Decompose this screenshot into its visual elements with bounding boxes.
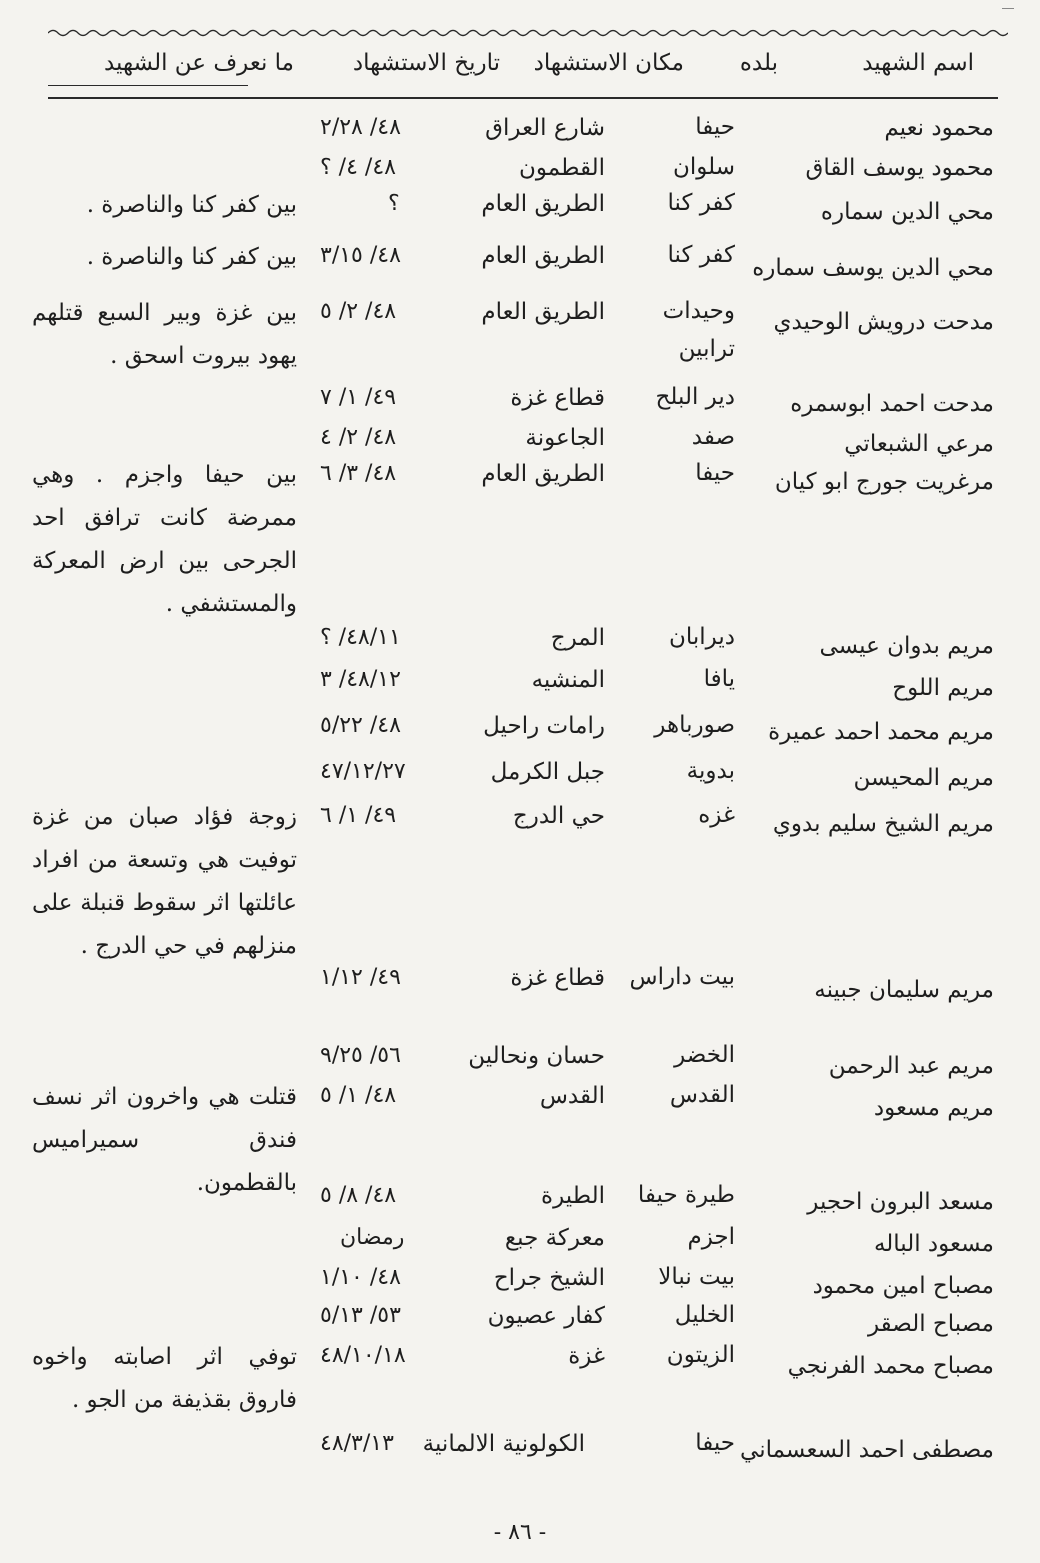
martyr-date: ٤٨/ ٤/ ؟	[320, 155, 396, 180]
martyr-date: ؟	[388, 191, 400, 216]
martyr-date: ٤٧/١٢/٢٧	[320, 759, 406, 784]
header-divider	[48, 97, 998, 99]
martyr-date: ٤٨/ ٢/ ٤	[320, 425, 397, 450]
martyr-town: اجزم	[687, 1224, 735, 1250]
martyr-name: مدحت درويش الوحيدي	[773, 309, 994, 335]
martyr-town: الخضر	[674, 1042, 735, 1068]
martyr-name: مريم اللوح	[892, 675, 994, 701]
martyr-town: بيت نبالا	[658, 1264, 735, 1290]
martyr-name: مريم المحيسن	[853, 765, 994, 791]
martyr-note: بين كفر كنا والناصرة .	[86, 244, 297, 270]
martyr-place: كفار عصيون	[487, 1303, 605, 1329]
martyr-name: مصباح محمد الفرنجي	[787, 1353, 994, 1379]
martyr-town: كفر كنا	[667, 190, 735, 216]
martyr-place: شارع العراق	[485, 115, 605, 141]
martyr-place: الطريق العام	[481, 243, 605, 269]
martyr-place: غزة	[568, 1343, 605, 1369]
scan-mark	[1002, 8, 1014, 9]
martyr-date: ٤٨/ ١/ ٥	[320, 1083, 397, 1108]
martyr-name: مريم مسعود	[873, 1095, 994, 1121]
martyr-name: مصطفى احمد السعسماني	[740, 1437, 994, 1463]
martyr-place: المرج	[550, 625, 605, 651]
martyr-town: طيرة حيفا	[637, 1182, 735, 1208]
martyr-name: محي الدين يوسف سماره	[752, 255, 994, 281]
martyr-name: مرغريت جورج ابو كيان	[774, 469, 994, 495]
martyr-date: ٤٩/ ١/ ٦	[320, 803, 397, 828]
martyr-place: حي الدرج	[512, 803, 605, 829]
martyr-name: محي الدين سماره	[820, 199, 994, 225]
header-place: مكان الاستشهاد	[533, 50, 684, 76]
martyr-name: مرعي الشبعاتي	[844, 431, 994, 457]
header-date: تاريخ الاستشهاد	[352, 50, 500, 76]
martyr-town: حيفا	[695, 114, 735, 140]
martyr-note: زوجة فؤاد صبان من غزة توفيت هي وتسعة من افراد عائلتها اثر سقوط قنبلة على منزلهم في حي الدرج .	[32, 804, 297, 959]
martyr-place: الطريق العام	[481, 299, 605, 325]
martyr-town: صورباهر	[654, 712, 735, 738]
martyr-name: مصباح الصقر	[867, 1311, 994, 1337]
martyr-date: ٤٨/ ٢/ ٥	[320, 299, 397, 324]
martyr-place: المنشيه	[531, 667, 605, 693]
martyr-date: ٤٨/١١/ ؟	[320, 625, 401, 650]
header-name: اسم الشهيد	[862, 50, 974, 76]
martyr-place: القدس	[539, 1083, 605, 1109]
martyr-town: سلوان	[672, 154, 735, 180]
martyr-name: محمود نعيم	[884, 115, 994, 141]
martyr-place: حسان ونحالين	[468, 1043, 605, 1069]
martyr-date: ٥٣/ ٥/١٣	[320, 1303, 401, 1328]
martyr-place: القطمون	[519, 155, 605, 181]
martyr-place: معركة جبع	[504, 1225, 605, 1251]
martyr-date: رمضان	[340, 1225, 405, 1250]
header-notes-underline	[48, 85, 248, 86]
martyr-date: ٤٩/ ١/١٢	[320, 965, 401, 990]
martyr-date: ٤٨/ ٥/٢٢	[320, 713, 401, 738]
martyr-town: حيفا	[695, 1430, 735, 1456]
martyr-date: ٤٨/ ٣/١٥	[320, 243, 401, 268]
martyr-name: مسعد البرون احجير	[807, 1189, 994, 1215]
martyr-place: الكولونية الالمانية	[422, 1431, 585, 1457]
wavy-top-rule	[48, 26, 1008, 40]
martyr-date: ٤٨/١٠/١٨	[320, 1343, 406, 1368]
martyr-name: مريم محمد احمد عميرة	[768, 719, 994, 745]
martyr-place: قطاع غزة	[510, 965, 605, 991]
martyr-town: وحيدات ترابين	[662, 298, 735, 362]
martyr-name: مريم الشيخ سليم بدوي	[772, 811, 994, 837]
martyr-town: حيفا	[695, 460, 735, 486]
martyr-note: بين كفر كنا والناصرة .	[86, 192, 297, 218]
martyr-name: مريم عبد الرحمن	[828, 1053, 994, 1079]
martyr-date: ٤٨/ ٨/ ٥	[320, 1183, 397, 1208]
martyr-place: رامات راحيل	[483, 713, 605, 739]
martyr-town: بدوية	[686, 758, 735, 784]
martyr-date: ٤٨/ ٢/٢٨	[320, 115, 401, 140]
martyr-town: ديرابان	[668, 624, 735, 650]
martyr-town: الزيتون	[666, 1342, 735, 1368]
martyr-town: كفر كنا	[667, 242, 735, 268]
martyr-date: ٤٨/١٢/ ٣	[320, 667, 401, 692]
martyr-note: بين غزة وبير السبع قتلهم يهود بيروت اسحق .	[32, 300, 297, 369]
martyr-name: مريم سليمان جبينه	[814, 977, 994, 1003]
martyr-date: ٥٦/ ٩/٢٥	[320, 1043, 401, 1068]
martyr-town: الخليل	[674, 1302, 735, 1328]
martyr-town: غزه	[698, 802, 735, 828]
martyr-place: قطاع غزة	[510, 385, 605, 411]
martyr-place: جبل الكرمل	[490, 759, 605, 785]
martyr-name: مريم بدوان عيسى	[819, 633, 994, 659]
page-number: - ٨٦ -	[493, 1520, 547, 1545]
martyr-note: توفي اثر اصابته واخوه فاروق بقذيفة من الجو .	[32, 1344, 297, 1413]
martyr-town: صفد	[691, 424, 735, 450]
martyr-note: بين حيفا واجزم . وهي ممرضة كانت ترافق احد الجرحى بين ارض المعركة والمستشفي .	[32, 462, 297, 617]
martyr-date: ٤٩/ ١/ ٧	[320, 385, 397, 410]
martyr-name: مسعود الباله	[873, 1231, 994, 1257]
martyr-place: الطريق العام	[481, 461, 605, 487]
martyr-place: الطيرة	[541, 1183, 605, 1209]
martyr-town: القدس	[669, 1082, 735, 1108]
martyr-place: الطريق العام	[481, 191, 605, 217]
martyr-name: محمود يوسف القاق	[805, 155, 994, 181]
martyr-name: مدحت احمد ابوسمره	[790, 391, 994, 417]
martyr-date: ٤٨/ ٣/ ٦	[320, 461, 397, 486]
martyr-place: الشيخ جراح	[493, 1265, 605, 1291]
martyr-note: قتلت هي واخرون اثر نسف فندق سميراميس بالقطمون.	[32, 1084, 297, 1196]
martyr-name: مصباح امين محمود	[812, 1273, 994, 1299]
martyr-town: يافا	[703, 666, 735, 692]
martyr-place: الجاعونة	[525, 425, 605, 451]
martyr-date: ٤٨/ ١/١٠	[320, 1265, 401, 1290]
header-notes: ما نعرف عن الشهيد	[103, 50, 294, 76]
martyr-town: دير البلح	[655, 384, 735, 410]
header-town: بلده	[739, 50, 778, 76]
martyr-town: بيت داراس	[629, 964, 735, 990]
martyr-date: ٤٨/٣/١٣	[320, 1431, 394, 1456]
